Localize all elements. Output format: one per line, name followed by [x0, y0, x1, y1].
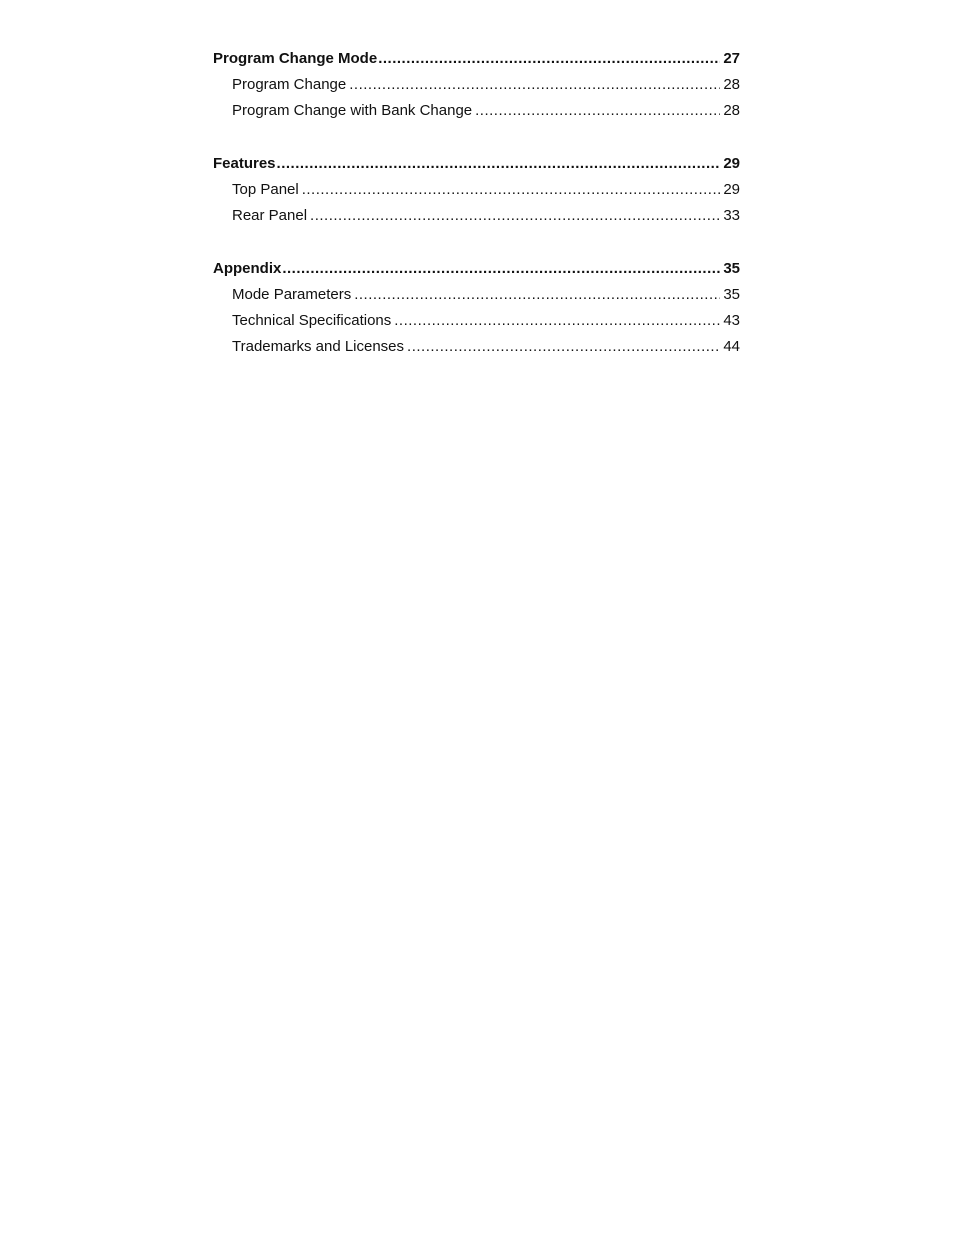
toc-entry-title: Mode Parameters [232, 286, 352, 303]
toc-leader-dots [407, 335, 720, 359]
toc-entry-page: 27 [723, 50, 740, 67]
toc-entry-program-change-mode[interactable] [213, 47, 740, 73]
toc-section-features [213, 152, 740, 230]
toc-entry-page: 35 [723, 260, 740, 277]
toc-entry-page: 28 [723, 76, 740, 93]
toc-entry-program-change-with-bank-change[interactable] [213, 99, 740, 125]
toc-entry-title: Program Change [232, 76, 347, 93]
toc-entry-title: Appendix [213, 260, 282, 277]
table-of-contents [213, 47, 740, 388]
toc-entry-mode-parameters[interactable] [213, 283, 740, 309]
toc-entry-title: Trademarks and Licenses [232, 338, 405, 355]
toc-entry-title: Technical Specifications [232, 312, 392, 329]
toc-section-appendix [213, 257, 740, 361]
toc-leader-dots [277, 152, 721, 176]
toc-entry-title: Features [213, 155, 276, 172]
toc-entry-page: 35 [723, 286, 740, 303]
toc-entry-title: Rear Panel [232, 207, 308, 224]
toc-section-program-change-mode [213, 47, 740, 125]
toc-entry-trademarks-and-licenses[interactable] [213, 335, 740, 361]
toc-entry-program-change[interactable] [213, 73, 740, 99]
toc-leader-dots [349, 73, 720, 97]
toc-entry-features[interactable] [213, 152, 740, 178]
toc-entry-rear-panel[interactable] [213, 204, 740, 230]
toc-entry-page: 29 [723, 155, 740, 172]
toc-leader-dots [475, 99, 720, 123]
toc-entry-page: 43 [723, 312, 740, 329]
toc-entry-appendix[interactable] [213, 257, 740, 283]
toc-entry-page: 28 [723, 102, 740, 119]
toc-leader-dots [282, 257, 720, 281]
toc-entry-title: Program Change Mode [213, 50, 378, 67]
toc-entry-title: Program Change with Bank Change [232, 102, 473, 119]
toc-leader-dots [378, 47, 720, 71]
toc-entry-page: 33 [723, 207, 740, 224]
toc-leader-dots [394, 309, 720, 333]
toc-entry-title: Top Panel [232, 181, 299, 198]
toc-entry-top-panel[interactable] [213, 178, 740, 204]
toc-entry-page: 29 [723, 181, 740, 198]
toc-leader-dots [310, 204, 720, 228]
toc-entry-page: 44 [723, 338, 740, 355]
toc-leader-dots [302, 178, 721, 202]
toc-entry-technical-specifications[interactable] [213, 309, 740, 335]
toc-leader-dots [354, 283, 720, 307]
